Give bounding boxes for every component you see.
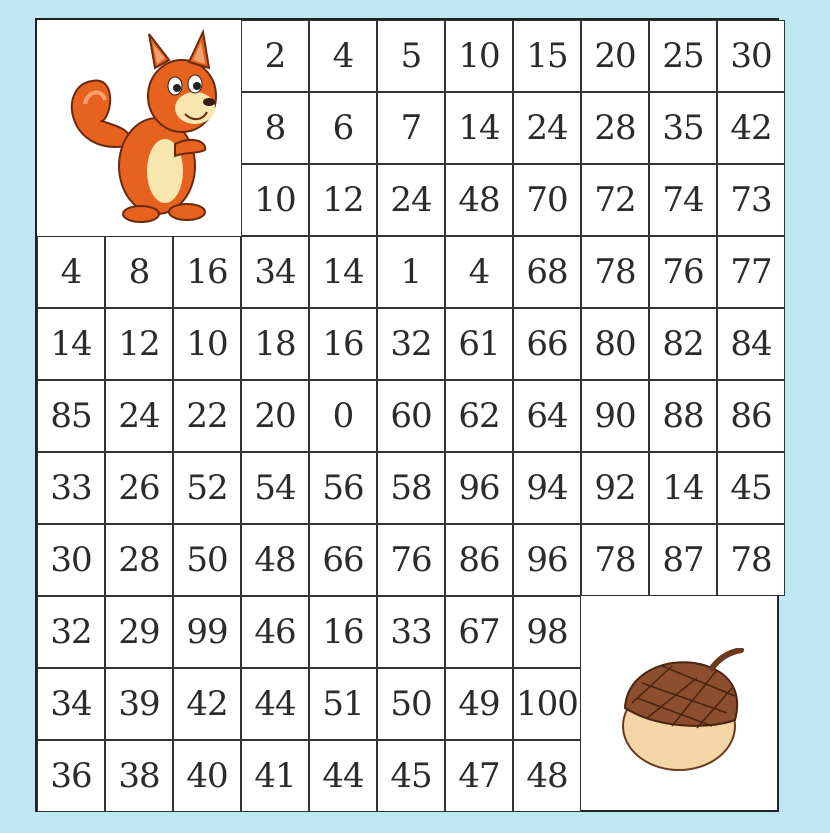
maze-cell[interactable]: 96 — [513, 524, 581, 596]
maze-cell[interactable]: 14 — [445, 92, 513, 164]
maze-cell[interactable]: 48 — [513, 740, 581, 812]
maze-cell[interactable]: 80 — [581, 308, 649, 380]
maze-cell[interactable]: 48 — [241, 524, 309, 596]
maze-cell[interactable]: 5 — [377, 20, 445, 92]
maze-cell[interactable]: 39 — [105, 668, 173, 740]
maze-cell[interactable]: 6 — [309, 92, 377, 164]
maze-cell[interactable]: 20 — [581, 20, 649, 92]
maze-cell[interactable]: 28 — [105, 524, 173, 596]
maze-cell[interactable]: 94 — [513, 452, 581, 524]
maze-cell[interactable]: 10 — [445, 20, 513, 92]
maze-cell[interactable]: 73 — [717, 164, 785, 236]
maze-cell[interactable]: 25 — [649, 20, 717, 92]
maze-cell[interactable]: 12 — [105, 308, 173, 380]
maze-cell[interactable]: 2 — [241, 20, 309, 92]
maze-cell[interactable]: 62 — [445, 380, 513, 452]
maze-cell[interactable]: 24 — [105, 380, 173, 452]
maze-cell[interactable]: 26 — [105, 452, 173, 524]
maze-cell[interactable]: 98 — [513, 596, 581, 668]
maze-cell[interactable]: 96 — [445, 452, 513, 524]
maze-cell[interactable]: 44 — [241, 668, 309, 740]
maze-cell[interactable]: 42 — [717, 92, 785, 164]
maze-cell[interactable]: 77 — [717, 236, 785, 308]
maze-cell[interactable]: 49 — [445, 668, 513, 740]
maze-cell[interactable]: 42 — [173, 668, 241, 740]
maze-cell[interactable]: 14 — [309, 236, 377, 308]
maze-cell[interactable]: 28 — [581, 92, 649, 164]
maze-cell[interactable]: 29 — [105, 596, 173, 668]
maze-cell[interactable]: 16 — [173, 236, 241, 308]
maze-cell[interactable]: 32 — [37, 596, 105, 668]
maze-cell[interactable]: 30 — [37, 524, 105, 596]
acorn-icon — [617, 648, 757, 778]
maze-cell[interactable]: 38 — [105, 740, 173, 812]
maze-cell[interactable]: 72 — [581, 164, 649, 236]
maze-cell[interactable]: 50 — [173, 524, 241, 596]
maze-cell[interactable]: 61 — [445, 308, 513, 380]
maze-cell[interactable]: 33 — [377, 596, 445, 668]
maze-cell[interactable]: 86 — [717, 380, 785, 452]
maze-cell[interactable]: 44 — [309, 740, 377, 812]
maze-cell[interactable]: 40 — [173, 740, 241, 812]
maze-cell[interactable]: 34 — [241, 236, 309, 308]
maze-cell[interactable]: 41 — [241, 740, 309, 812]
maze-cell[interactable]: 68 — [513, 236, 581, 308]
maze-cell[interactable]: 4 — [309, 20, 377, 92]
maze-cell[interactable]: 10 — [173, 308, 241, 380]
maze-cell[interactable]: 66 — [513, 308, 581, 380]
maze-cell[interactable]: 90 — [581, 380, 649, 452]
maze-cell[interactable]: 15 — [513, 20, 581, 92]
maze-cell[interactable]: 92 — [581, 452, 649, 524]
maze-cell[interactable]: 99 — [173, 596, 241, 668]
maze-cell[interactable]: 66 — [309, 524, 377, 596]
maze-cell[interactable]: 32 — [377, 308, 445, 380]
maze-cell[interactable]: 16 — [309, 308, 377, 380]
maze-cell[interactable]: 4 — [445, 236, 513, 308]
maze-cell[interactable]: 100 — [513, 668, 581, 740]
maze-cell[interactable]: 56 — [309, 452, 377, 524]
maze-cell[interactable]: 10 — [241, 164, 309, 236]
maze-cell[interactable]: 88 — [649, 380, 717, 452]
maze-cell[interactable]: 35 — [649, 92, 717, 164]
maze-cell[interactable]: 84 — [717, 308, 785, 380]
maze-cell[interactable]: 4 — [37, 236, 105, 308]
maze-cell[interactable]: 46 — [241, 596, 309, 668]
maze-cell[interactable]: 64 — [513, 380, 581, 452]
maze-cell[interactable]: 82 — [649, 308, 717, 380]
maze-cell[interactable]: 85 — [37, 380, 105, 452]
maze-cell[interactable]: 60 — [377, 380, 445, 452]
maze-cell[interactable]: 86 — [445, 524, 513, 596]
maze-cell[interactable]: 51 — [309, 668, 377, 740]
maze-cell[interactable]: 52 — [173, 452, 241, 524]
maze-cell[interactable]: 12 — [309, 164, 377, 236]
maze-cell[interactable]: 14 — [649, 452, 717, 524]
maze-cell[interactable]: 76 — [649, 236, 717, 308]
maze-cell[interactable]: 67 — [445, 596, 513, 668]
maze-cell[interactable]: 87 — [649, 524, 717, 596]
maze-cell[interactable]: 24 — [513, 92, 581, 164]
maze-cell[interactable]: 8 — [241, 92, 309, 164]
maze-cell[interactable]: 54 — [241, 452, 309, 524]
number-maze-board — [35, 18, 779, 812]
maze-cell[interactable]: 74 — [649, 164, 717, 236]
maze-cell[interactable]: 24 — [377, 164, 445, 236]
maze-cell[interactable]: 48 — [445, 164, 513, 236]
maze-cell[interactable]: 7 — [377, 92, 445, 164]
squirrel-icon — [57, 26, 222, 226]
maze-cell[interactable]: 33 — [37, 452, 105, 524]
maze-cell[interactable]: 45 — [377, 740, 445, 812]
maze-cell[interactable]: 70 — [513, 164, 581, 236]
maze-cell[interactable]: 0 — [309, 380, 377, 452]
maze-cell[interactable]: 34 — [37, 668, 105, 740]
maze-cell[interactable]: 18 — [241, 308, 309, 380]
maze-cell[interactable]: 14 — [37, 308, 105, 380]
maze-cell[interactable]: 22 — [173, 380, 241, 452]
maze-cell[interactable]: 58 — [377, 452, 445, 524]
maze-cell[interactable]: 45 — [717, 452, 785, 524]
maze-cell[interactable]: 30 — [717, 20, 785, 92]
maze-cell[interactable]: 36 — [37, 740, 105, 812]
maze-cell[interactable]: 1 — [377, 236, 445, 308]
maze-cell[interactable]: 50 — [377, 668, 445, 740]
maze-cell[interactable]: 16 — [309, 596, 377, 668]
maze-cell[interactable]: 78 — [581, 524, 649, 596]
maze-cell[interactable]: 47 — [445, 740, 513, 812]
maze-cell[interactable]: 8 — [105, 236, 173, 308]
maze-cell[interactable]: 76 — [377, 524, 445, 596]
maze-cell[interactable]: 78 — [717, 524, 785, 596]
maze-cell[interactable]: 78 — [581, 236, 649, 308]
maze-cell[interactable]: 20 — [241, 380, 309, 452]
